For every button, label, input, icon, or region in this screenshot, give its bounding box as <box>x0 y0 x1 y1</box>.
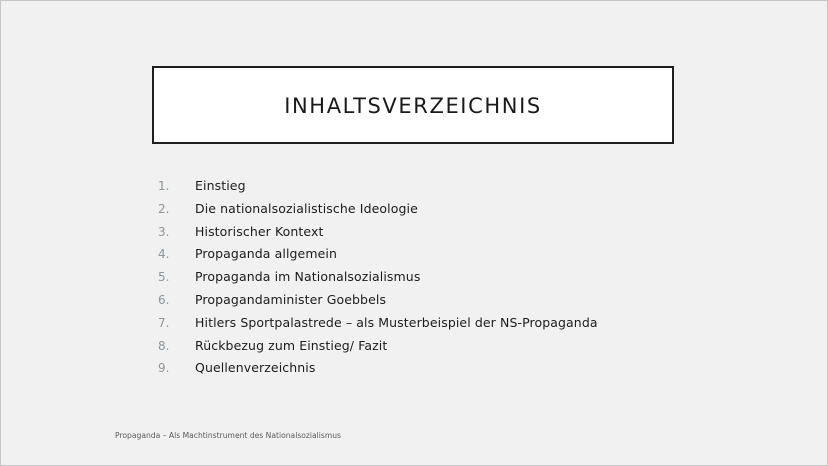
list-item-label: Historischer Kontext <box>195 223 324 239</box>
list-item <box>158 338 598 361</box>
list-item-label: Einstieg <box>195 178 246 193</box>
list-item <box>158 360 598 383</box>
list-item <box>158 315 598 338</box>
list-item <box>158 201 598 224</box>
list-item-label: Die nationalsozialistische Ideologie <box>195 200 418 216</box>
list-item-label: Hitlers Sportpalastrede – als Musterbeispiel der NS-Propaganda <box>195 314 598 330</box>
list-item <box>158 246 598 269</box>
list-item-number: 5. <box>158 270 170 285</box>
list-item <box>158 178 598 201</box>
list-item-number: 8. <box>158 338 170 353</box>
list-item <box>158 224 598 247</box>
list-item-label: Quellenverzeichnis <box>195 360 316 376</box>
list-item <box>158 292 598 315</box>
slide-title: INHALTSVERZEICHNIS <box>284 94 542 118</box>
title-box <box>152 66 674 144</box>
list-item-number: 6. <box>158 292 170 307</box>
list-item-label: Rückbezug zum Einstieg/ Fazit <box>195 337 388 353</box>
list-item <box>158 269 598 292</box>
list-item-label: Propaganda allgemein <box>195 246 338 262</box>
list-item-number: 2. <box>158 201 170 216</box>
list-item-number: 1. <box>158 179 170 193</box>
list-item-number: 4. <box>158 247 170 262</box>
list-item-number: 7. <box>158 315 170 330</box>
slide-footer: Propaganda – Als Machtinstrument des Nationalsozialismus <box>115 431 342 440</box>
list-item-number: 9. <box>158 361 170 376</box>
list-item-label: Propaganda im Nationalsozialismus <box>195 269 421 285</box>
table-of-contents <box>158 178 598 383</box>
list-item-label: Propagandaminister Goebbels <box>195 291 387 307</box>
list-item-number: 3. <box>158 224 170 239</box>
